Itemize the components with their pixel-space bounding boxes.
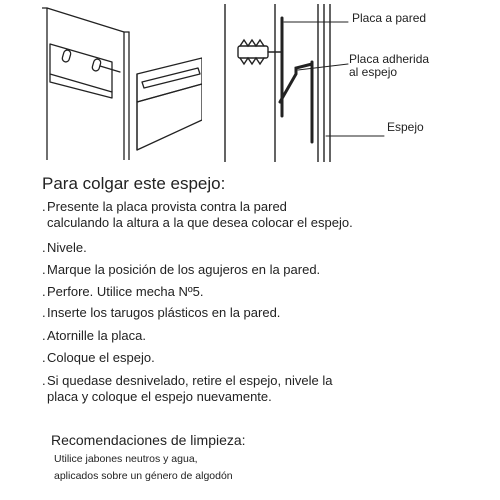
step-2-line1: Nivele. xyxy=(47,240,87,255)
cleaning-line-1: Utilice jabones neutros y agua, xyxy=(54,453,198,465)
step-1-line2: calculando la altura a la que desea colocar el espejo. xyxy=(47,215,353,230)
cleaning-line-2: aplicados sobre un género de algodón xyxy=(54,470,233,482)
step-2: .Nivele. xyxy=(42,240,87,255)
step-5: .Inserte los tarugos plásticos en la pared. xyxy=(42,305,281,320)
step-4: .Perfore. Utilice mecha Nº5. xyxy=(42,284,204,299)
mirror-back xyxy=(137,58,202,102)
step-7: .Coloque el espejo. xyxy=(42,350,155,365)
wall-plate-illustration xyxy=(42,4,202,160)
step-8: .Si quedase desnivelado, retire el espejo, nivele la placa y coloque el espejo nuevamente. xyxy=(42,373,333,404)
step-1: .Presente la placa provista contra la pared calculando la altura a la que desea colocar el espejo. xyxy=(42,199,353,230)
callout-espejo: Espejo xyxy=(387,120,424,134)
step-8-line2: placa y coloque el espejo nuevamente. xyxy=(47,389,272,404)
step-4-line1: Perfore. Utilice mecha Nº5. xyxy=(47,284,204,299)
screw-slot-2 xyxy=(91,58,101,71)
callout-placa-adherida xyxy=(349,53,429,79)
mounting-cross-section xyxy=(220,4,500,162)
screw-slot-1 xyxy=(61,49,71,62)
step-6-line1: Atornille la placa. xyxy=(47,328,146,343)
callout-placa-adherida-line2: al espejo xyxy=(349,65,398,79)
mirror-plate-section xyxy=(280,64,312,102)
instructions-title: Para colgar este espejo: xyxy=(42,174,226,193)
step-7-line1: Coloque el espejo. xyxy=(47,350,155,365)
step-3-line1: Marque la posición de los agujeros en la pared. xyxy=(47,262,321,277)
step-3: .Marque la posición de los agujeros en la pared. xyxy=(42,262,321,277)
callout-placa-adherida-line1: Placa adherida xyxy=(349,52,430,66)
step-8-line1: Si quedase desnivelado, retire el espejo, nivele la xyxy=(47,373,333,388)
callout-placa-pared: Placa a pared xyxy=(352,11,427,25)
wall-edge-left xyxy=(42,8,47,160)
cleaning-title: Recomendaciones de limpieza: xyxy=(51,432,246,448)
step-6: .Atornille la placa. xyxy=(42,328,146,343)
step-1-line1: Presente la placa provista contra la pared xyxy=(47,199,287,214)
step-5-line1: Inserte los tarugos plásticos en la pared. xyxy=(47,305,281,320)
